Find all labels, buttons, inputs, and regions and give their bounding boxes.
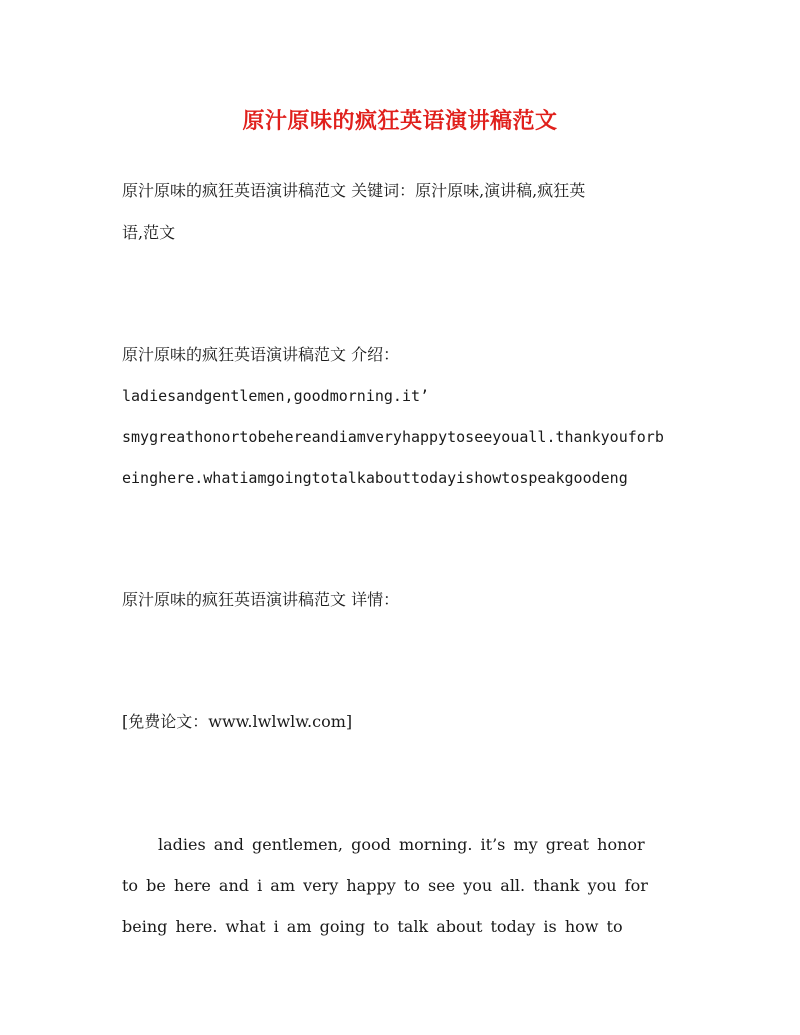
keywords-line-1: 原汁原味的疯狂英语演讲稿范文 关键词：原汁原味,演讲稿,疯狂英 xyxy=(122,181,586,200)
document-title: 原汁原味的疯狂英语演讲稿范文 xyxy=(242,108,558,134)
body-line-2: to be here and i am very happy to see you all. thank you for xyxy=(122,876,648,895)
keywords-line-2: 语,范文 xyxy=(122,223,176,242)
intro-line-1: ladiesandgentlemen,goodmorning.it’ xyxy=(122,387,430,405)
intro-line-2: smygreathonortobehereandiamveryhappytoseeyouall.thankyouforb xyxy=(122,428,664,446)
body-line-3: being here. what i am going to talk about today is how to xyxy=(122,917,623,936)
intro-line-3: einghere.whatiamgoingtotalkabouttodayishowtospeakgoodeng xyxy=(122,469,628,487)
intro-heading: 原汁原味的疯狂英语演讲稿范文 介绍： xyxy=(122,345,400,364)
body-line-1: ladies and gentlemen, good morning. it’s my great honor xyxy=(158,835,645,854)
details-heading: 原汁原味的疯狂英语演讲稿范文 详情： xyxy=(122,590,400,609)
source-note: [免费论文：www.lwlwlw.com] xyxy=(122,712,353,731)
